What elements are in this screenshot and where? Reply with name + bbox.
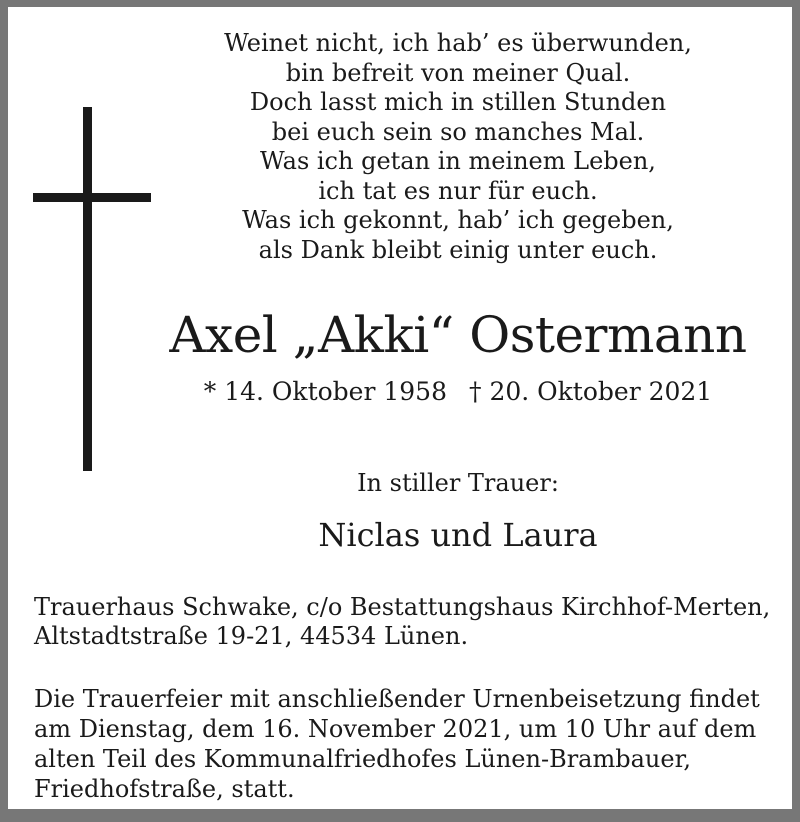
mourning-house-address (34, 593, 794, 651)
poem-line: ich tat es nur für euch. (318, 176, 598, 205)
cross-vertical-bar (83, 107, 92, 471)
poem-line: bin befreit von meiner Qual. (285, 58, 631, 87)
funeral-ceremony-info (34, 684, 794, 804)
poem-line: Was ich gekonnt, hab’ ich gegeben, (242, 206, 674, 234)
poem-line: bei euch sein so manches Mal. (271, 117, 645, 146)
poem-line: Was ich getan in meinem Leben, (260, 147, 656, 175)
ceremony-line: Friedhofstraße, statt. (34, 775, 295, 803)
address-line: Trauerhaus Schwake, c/o Bestattungshaus Kirchhof-Merten, (34, 593, 771, 621)
cross-horizontal-bar (33, 193, 151, 202)
mourning-heading: In stiller Trauer: (357, 469, 559, 497)
ceremony-line: Die Trauerfeier mit anschließender Urnenbeisetzung findet (34, 685, 760, 713)
poem-line: Doch lasst mich in stillen Stunden (249, 88, 667, 116)
address-line: Altstadtstraße 19-21, 44534 Lünen. (34, 622, 469, 650)
ceremony-line: alten Teil des Kommunalfriedhofes Lünen-Brambauer, (34, 745, 692, 773)
poem-line: als Dank bleibt einig unter euch. (258, 235, 658, 264)
birth-date: * 14. Oktober 1958 (203, 377, 447, 406)
ceremony-line: am Dienstag, dem 16. November 2021, um 10 Uhr auf dem (34, 715, 757, 743)
death-date: † 20. Oktober 2021 (469, 377, 713, 406)
deceased-name: Axel „Akki“ Ostermann (169, 306, 747, 364)
poem (198, 29, 718, 265)
poem-line: Weinet nicht, ich hab’ es überwunden, (224, 29, 692, 57)
mourners-names: Niclas und Laura (318, 516, 598, 554)
life-dates (158, 376, 758, 408)
